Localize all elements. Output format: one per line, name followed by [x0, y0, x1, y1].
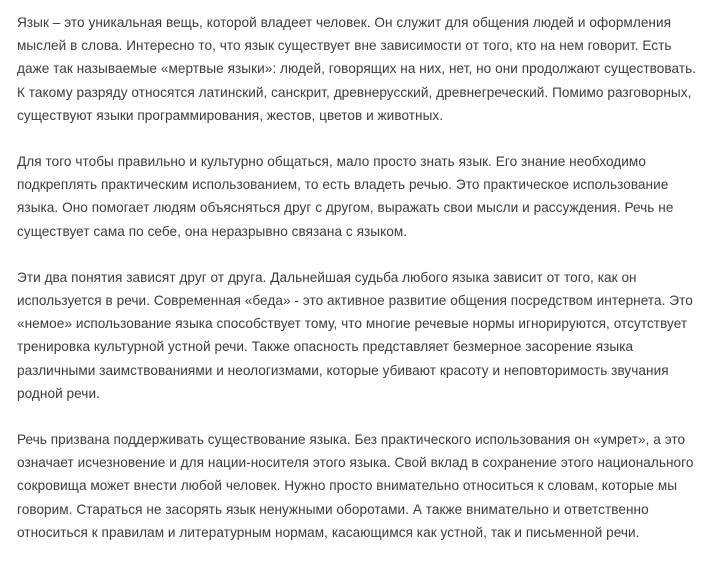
paragraph-4	[17, 428, 707, 544]
paragraph-line: Эти два понятия зависят друг от друга. Дальнейшая судьба любого языка зависит от того, как он	[17, 269, 637, 285]
paragraph-line: говорим. Стараться не засорять язык ненужными оборотами. А также внимательно и ответственно	[17, 501, 649, 517]
paragraph-1	[17, 11, 707, 127]
paragraph-line: языка. Оно помогает людям объясняться друг с другом, выражать свои мысли и рассуждения. Речь не	[17, 200, 674, 216]
paragraph-line: сокровища может внести любой человек. Нужно просто внимательно относиться к словам, которые мы	[17, 478, 678, 494]
paragraph-3	[17, 266, 707, 405]
paragraph-line: подкреплять практическим использованием, то есть владеть речью. Это практическое использование	[17, 177, 669, 193]
paragraph-line: К такому разряду относятся латинский, санскрит, древнерусский, древнегреческий. Помимо разговорных,	[17, 84, 692, 100]
paragraph-line: даже так называемые «мертвые языки»: людей, говорящих на них, нет, но они продолжают существовать.	[17, 61, 697, 77]
document-body	[17, 11, 707, 567]
paragraph-2	[17, 150, 707, 243]
paragraph-line: Для того чтобы правильно и культурно общаться, мало просто знать язык. Его знание необходимо	[17, 154, 646, 170]
paragraph-line: тренировка культурной устной речи. Также опасность представляет безмерное засорение языка	[17, 339, 634, 355]
paragraph-line: означает исчезновение и для нации-носителя этого языка. Свой вклад в сохранение этого национального	[17, 455, 694, 471]
paragraph-line: «немое» использование языка способствует тому, что многие речевые нормы игнорируются, отсутствует	[17, 316, 688, 332]
paragraph-line: используется в речи. Современная «беда» - это активное развитие общения посредством интернета. Это	[17, 293, 693, 309]
paragraph-line: мыслей в слова. Интересно то, что язык существует вне зависимости от того, кто на нем говорит. Есть	[17, 38, 672, 54]
paragraph-line: родной речи.	[17, 385, 100, 401]
paragraph-line: различными заимствованиями и неологизмами, которые убивают красоту и неповторимость звучания	[17, 362, 669, 378]
paragraph-line: относиться к правилам и литературным нормам, касающимся как устной, так и письменной речи.	[17, 524, 640, 540]
paragraph-line: существует сама по себе, она неразрывно связана с языком.	[17, 223, 408, 239]
paragraph-line: существуют языки программирования, жестов, цветов и животных.	[17, 107, 444, 123]
paragraph-line: Речь призвана поддерживать существование языка. Без практического использования он «умрет», а это	[17, 432, 686, 448]
paragraph-line: Язык – это уникальная вещь, которой владеет человек. Он служит для общения людей и оформления	[17, 15, 672, 30]
